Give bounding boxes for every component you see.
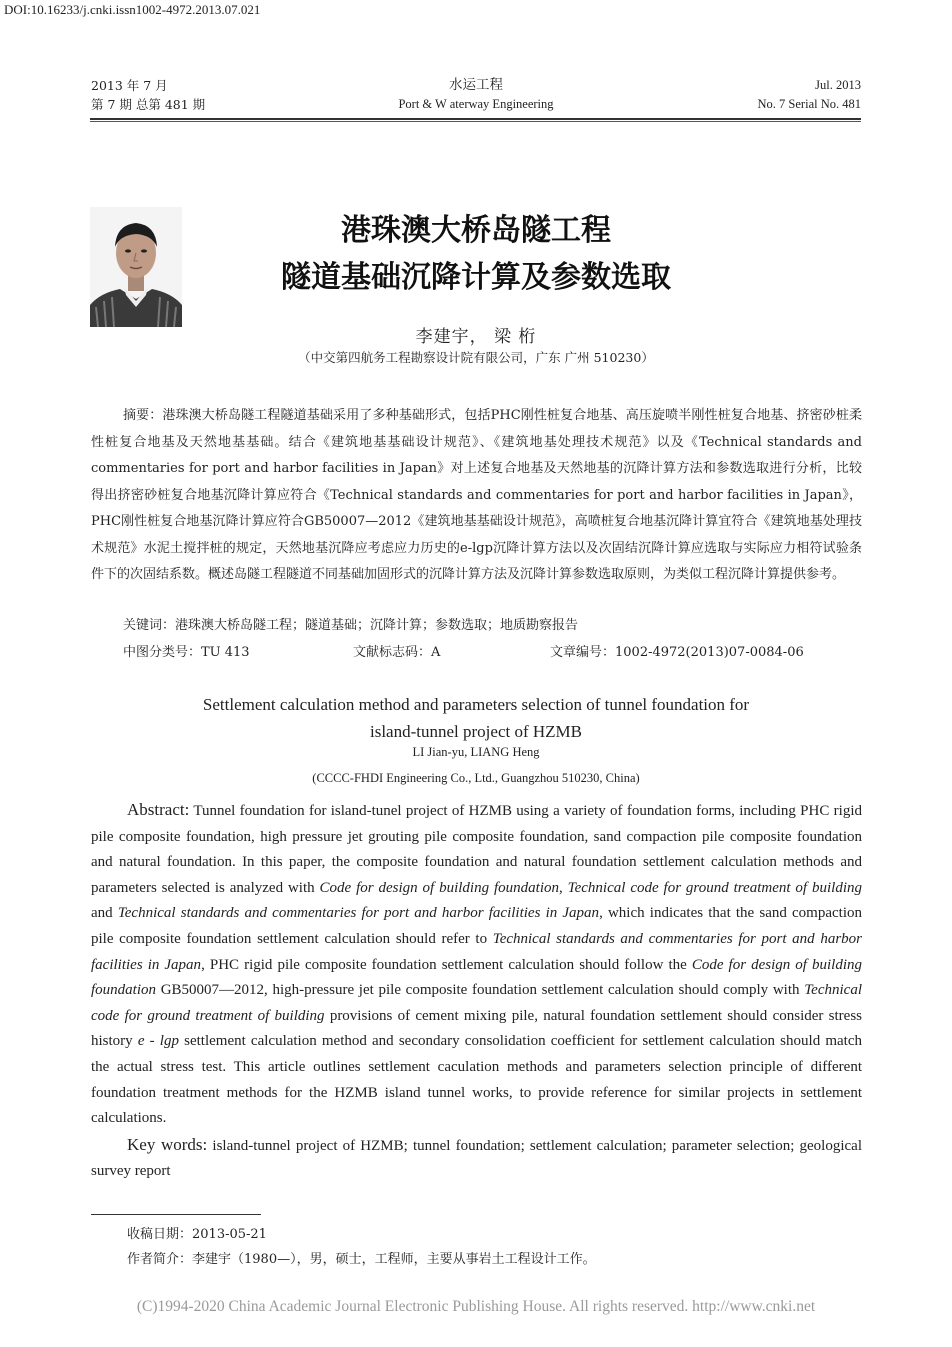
abstract-en (91, 797, 862, 1185)
received-date: 收稿日期：2013-05-21 (127, 1227, 267, 1242)
abstract-en-seg: GB50007—2012, high-pressure jet pile composite foundation settlement calculation should comply with (156, 982, 805, 999)
abstract-en-label: Abstract: (127, 800, 190, 819)
header-rule-thin (90, 121, 861, 122)
abstract-en-seg: provisions of cement mixing pile, natural foundation settlement should consider stress history (91, 1007, 862, 1050)
abstract-en-seg: Tunnel foundation for island-tunel project of HZMB using a variety of foundation forms, including PHC rigid pile composite foundation, high pressure jet grouting pile composite foundation, sand compaction pile composite foundation and natural foundation. In this paper, the composite foundation and natural foundation settlement calculation methods and parameters selected is analyzed with (91, 803, 862, 896)
header-rule (90, 118, 861, 120)
clc-number: 中图分类号：TU 413 (123, 645, 250, 660)
doi-line: DOI:10.16233/j.cnki.issn1002-4972.2013.07.021 (4, 2, 261, 17)
abstract-cn (91, 403, 862, 589)
affiliation-en: (CCCC-FHDI Engineering Co., Ltd., Guangzhou 510230, China) (312, 771, 640, 785)
header-date-en: Jul. 2013 (815, 78, 861, 92)
paper-title-en-line2: island-tunnel project of HZMB (370, 722, 582, 741)
abstract-en-ref: Technical code for ground treatment of building (567, 879, 862, 896)
abstract-en-ref: Code for design of building foundation (319, 879, 559, 896)
header-right (758, 76, 861, 114)
keywords-en-label: Key words: (127, 1134, 208, 1154)
journal-name-en: Port & W aterway Engineering (398, 97, 554, 111)
abstract-en-seg: and (91, 905, 118, 922)
keywords-en (91, 1132, 862, 1185)
abstract-cn-text: 摘要：港珠澳大桥岛隧工程隧道基础采用了多种基础形式，包括PHC刚性桩复合地基、高压旋喷半刚性桩复合地基、挤密砂桩柔性桩复合地基及天然地基基础。结合《建筑地基基础设计规范》、《建筑地基处理技术规范》以及《Technical standards and commentaries for port and harbor facilities in Japan》对上述复合地基及天然地基的沉降计算方法和参数选取进行分析，比较得出挤密砂桩复合地基沉降计算应符合《Technical standards and commentaries for port and harbor facilities in Japan》，PHC刚性桩复合地基沉降计算应符合GB50007—2012《建筑地基基础设计规范》，高喷桩复合地基沉降计算宜符合《建筑地基处理技术规范》水泥土搅拌桩的规定，天然地基沉降应考虑应力历史的e-lgp沉降计算方法以及次固结沉降计算应选取与实际应力相符试验条件下的次固结系数。概述岛隧工程隧道不同基础加固形式的沉降计算方法及沉降计算参数选取原则，为类似工程沉降计算提供参考。 (91, 408, 862, 582)
abstract-en-seg: , which indicates that the sand compaction pile composite foundation settlement calculation should refer to (91, 905, 862, 947)
authors-cn: 李建宇， 梁 桁 (415, 327, 537, 347)
abstract-en-seg: , PHC rigid pile composite foundation settlement calculation should follow the (201, 956, 692, 973)
abstract-en-ref: Technical standards and commentaries for port and harbor facilities in Japan (91, 930, 862, 973)
paper-title-line1: 港珠澳大桥岛隧工程 (341, 213, 611, 248)
document-code: 文献标志码：A (353, 645, 441, 660)
abstract-en-ref: Technical code for ground treatment of building (91, 982, 862, 1024)
keywords-cn: 关键词：港珠澳大桥岛隧工程；隧道基础；沉降计算；参数选取；地质勘察报告 (123, 618, 579, 633)
abstract-en-ref: Code for design of building foundation (91, 956, 863, 999)
header-issue-en: No. 7 Serial No. 481 (757, 97, 861, 111)
author-bio: 作者简介：李建宇（1980—），男，硕士，工程师，主要从事岩土工程设计工作。 (127, 1252, 596, 1267)
header-date: 2013 年 7 月 (91, 78, 168, 93)
paper-title-en (0, 691, 952, 745)
header-issue: 第 7 期 总第 481 期 (91, 97, 206, 112)
footnote-rule (91, 1214, 261, 1215)
abstract-en-formula: e - lgp (137, 1033, 179, 1050)
abstract-en-paragraph (91, 797, 862, 1132)
journal-name-cn: 水运工程 (449, 77, 503, 93)
article-number: 文章编号：1002-4972(2013)07-0084-06 (550, 645, 804, 660)
abstract-en-ref: Technical standards and commentaries for port and harbor facilities in Japan (117, 905, 600, 922)
copyright-watermark: (C)1994-2020 China Academic Journal Electronic Publishing House. All rights reserved. http://www.cnki.net (136, 1298, 816, 1315)
keywords-en-text: island-tunnel project of HZMB; tunnel foundation; settlement calculation; parameter selection; geological survey report (91, 1137, 862, 1180)
abstract-en-seg: , (559, 879, 568, 896)
paper-title-line2: 隧道基础沉降计算及参数选取 (281, 260, 671, 295)
authors-en: LI Jian-yu, LIANG Heng (412, 745, 540, 759)
paper-title-en-line1: Settlement calculation method and parameters selection of tunnel foundation for (202, 695, 750, 714)
affiliation-cn: （中交第四航务工程勘察设计院有限公司，广东 广州 510230） (298, 350, 654, 365)
abstract-en-seg: settlement calculation method and secondary consolidation coefficient for settlement calculation should match the actual stress test. This article outlines settlement caculation methods and parameters selection principle of different foundation treatment methods for the HZMB island tunnel works, to provide reference for similar projects in settlement calculations. (91, 1033, 862, 1127)
